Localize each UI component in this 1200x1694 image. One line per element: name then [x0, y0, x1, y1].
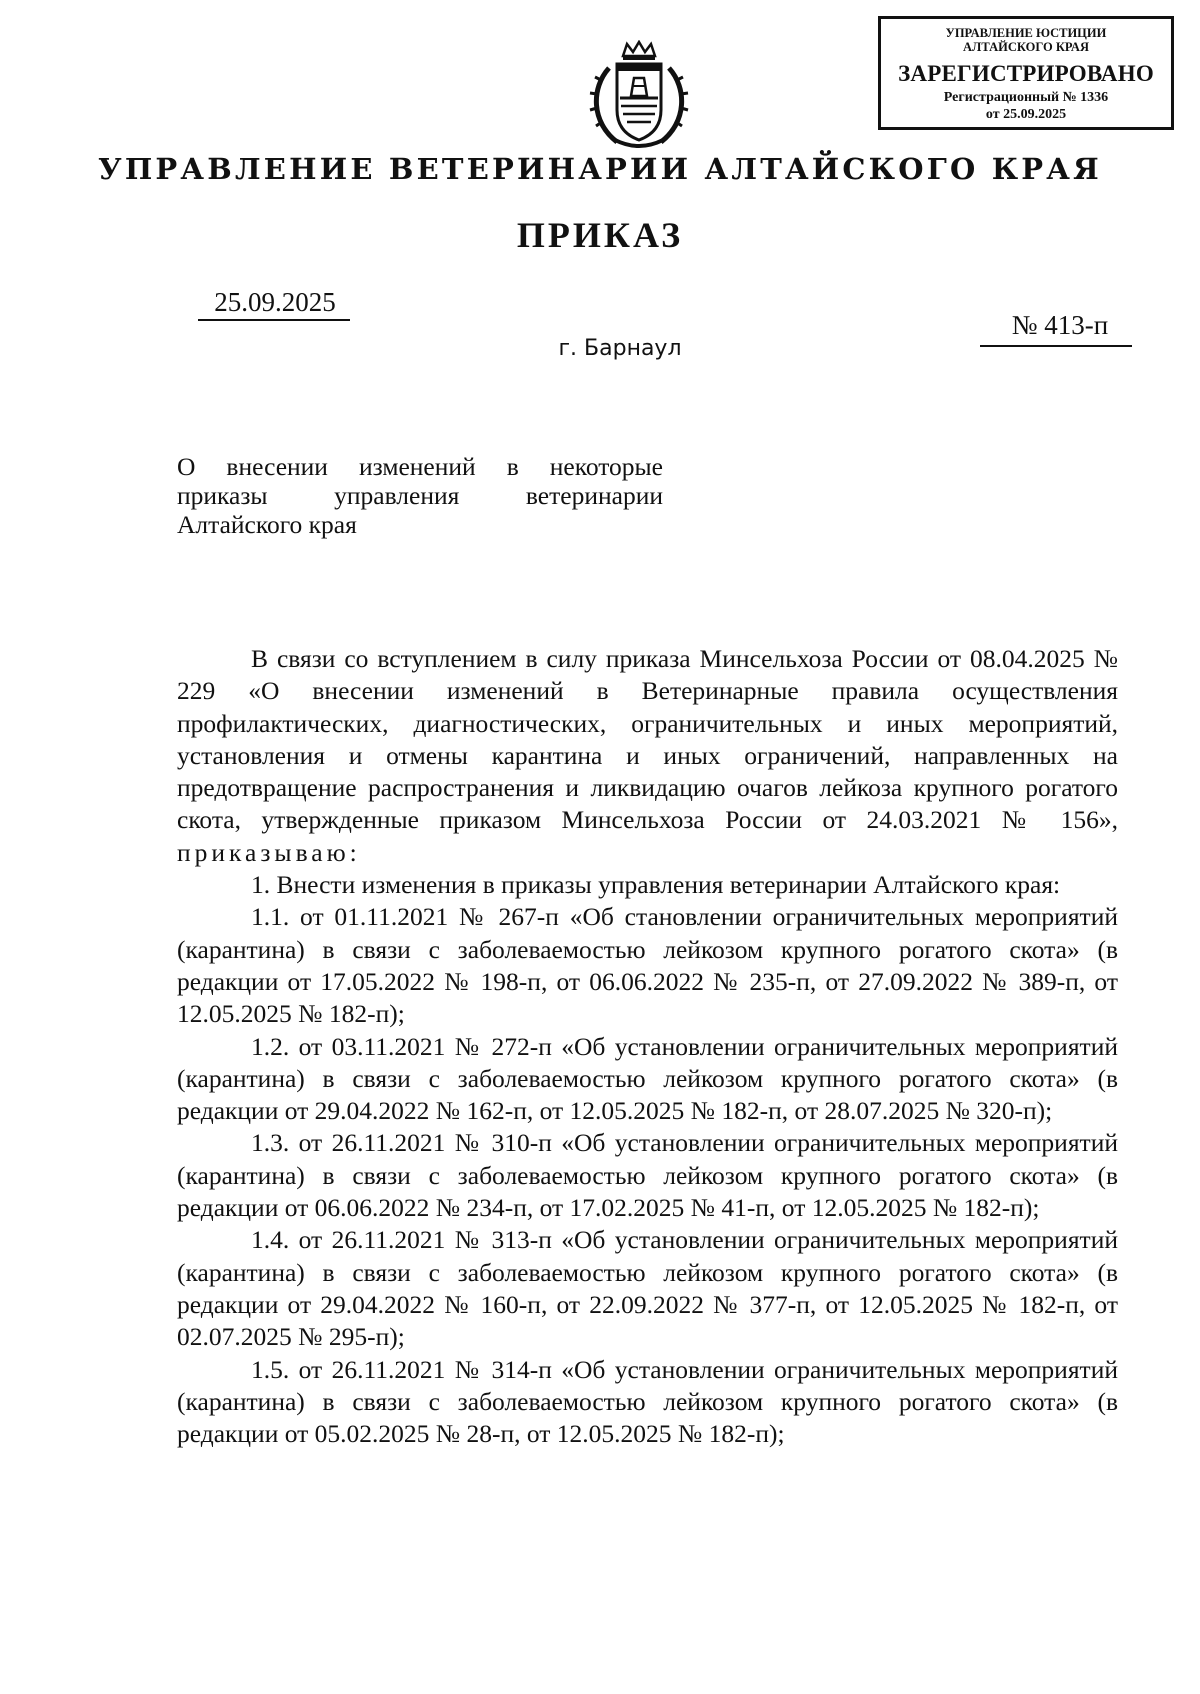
stamp-reg-number: Регистрационный № 1336 [943, 90, 1109, 105]
document-type: ПРИКАЗ [516, 215, 684, 255]
item-1-2: 1.2. от 03.11.2021 № 272-п «Об установлении ограничительных мероприятий (карантина) в связи с заболеваемостью лейкозом крупного рогатого скота» (в редакции от 29.04.2022 № 162-п, от 12.05.2025 № 182-п, от 28.07.2025 № 320-п); [177, 1031, 1118, 1126]
item-1: 1. Внести изменения в приказы управления ветеринарии Алтайского края: [251, 870, 1061, 900]
item-1-5: 1.5. от 26.11.2021 № 314-п «Об установлении ограничительных мероприятий (карантина) в связи с заболеваемостью лейкозом крупного рогатого скота» (в редакции от 05.02.2025 № 28-п, от 12.05.2025 № 182-п); [177, 1354, 1118, 1449]
order-subject [177, 452, 663, 539]
preamble-paragraph [177, 643, 1118, 869]
date-underline [198, 319, 350, 321]
preamble-text: В связи со вступлением в силу приказа Минсельхоза России от 08.04.2025 № 229 «О внесении изменений в Ветеринарные правила осуществления профилактических, диагностических, ограничительных и иных мероприятий, установления и отмены карантина и иных ограничений, направленных на предотвращение распространения и ликвидацию очагов лейкоза крупного рогатого скота, утвержденные приказом Минсельхоза России от 24.03.2021 № 156», [177, 644, 1118, 835]
registration-stamp [878, 16, 1174, 130]
item-1-1: 1.1. от 01.11.2021 № 267-п «Об становлении ограничительных мероприятий (карантина) в связи с заболеваемостью лейкозом крупного рогатого скота» (в редакции от 17.05.2022 № 198-п, от 06.06.2022 № 235-п, от 27.09.2022 № 389-п, от 12.05.2025 № 182-п); [177, 902, 1118, 1029]
order-word: приказываю: [177, 837, 361, 867]
stamp-org-line1: УПРАВЛЕНИЕ ЮСТИЦИИ [945, 26, 1107, 40]
subject-line: приказы управления ветеринарии [177, 481, 663, 510]
stamp-org-line2: АЛТАЙСКОГО КРАЯ [963, 39, 1089, 54]
stamp-reg-date: от 25.09.2025 [985, 107, 1067, 122]
item-1-3: 1.3. от 26.11.2021 № 310-п «Об установлении ограничительных мероприятий (карантина) в связи с заболеваемостью лейкозом крупного рогатого скота» (в редакции от 06.06.2022 № 234-п, от 17.02.2025 № 41-п, от 12.05.2025 № 182-п); [177, 1128, 1118, 1223]
department-name: УПРАВЛЕНИЕ ВЕТЕРИНАРИИ АЛТАЙСКОГО КРАЯ [98, 152, 1102, 186]
order-body [177, 643, 1118, 1450]
stamp-status: ЗАРЕГИСТРИРОВАНО [898, 61, 1154, 86]
city: г. Барнаул [558, 336, 682, 361]
altai-krai-coat-of-arms-icon [587, 40, 691, 152]
subject-line: О внесении изменений в некоторые [177, 452, 663, 481]
order-date: 25.09.2025 [214, 287, 336, 317]
order-number: № 413-п [1011, 310, 1109, 340]
subject-line: Алтайского края [177, 510, 357, 539]
item-1-4: 1.4. от 26.11.2021 № 313-п «Об установлении ограничительных мероприятий (карантина) в связи с заболеваемостью лейкозом крупного рогатого скота» (в редакции от 29.04.2022 № 160-п, от 22.09.2022 № 377-п, от 12.05.2025 № 182-п, от 02.07.2025 № 295-п); [177, 1225, 1118, 1352]
